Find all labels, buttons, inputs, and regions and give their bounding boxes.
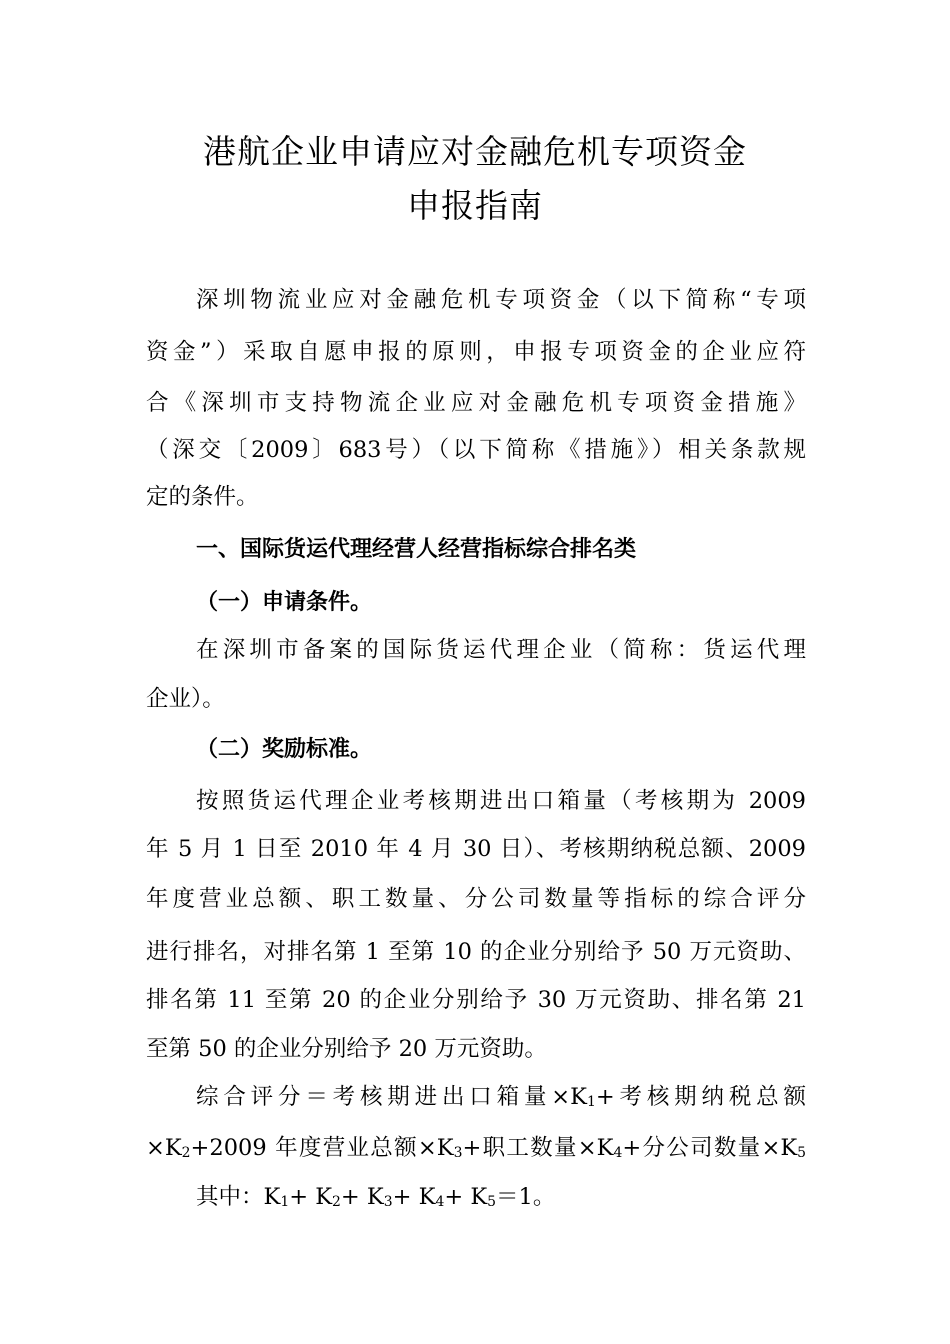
formula-subscript: 3 <box>453 1145 463 1162</box>
document-title-line-1: 港航企业申请应对金融危机专项资金 <box>203 132 747 171</box>
subsection-1-heading: （一）申请条件。 <box>196 590 373 615</box>
formula-subscript: 1 <box>586 1094 596 1111</box>
formula-subscript: 2 <box>181 1145 191 1162</box>
intro-line-5: 定的条件。 <box>146 484 259 510</box>
formula-k: K <box>315 1184 333 1210</box>
formula-text: 综合评分＝考核期进出口箱量×K <box>196 1084 587 1110</box>
formula-subscript: 3 <box>383 1194 393 1211</box>
formula-k: K <box>418 1184 436 1210</box>
formula-line-2 <box>146 1133 806 1168</box>
subsection-2-line-3: 年度营业总额、职工数量、分公司数量等指标的综合评分 <box>146 886 806 912</box>
formula-subscript: 4 <box>613 1145 623 1162</box>
subsection-2-line-2: 年 5 月 1 日至 2010 年 4 月 30 日）、考核期纳税总额、2009 <box>146 836 806 862</box>
formula-subscript: 4 <box>435 1194 445 1211</box>
formula-plus: + <box>340 1184 360 1210</box>
subsection-1-line-2: 企业）。 <box>146 686 225 712</box>
intro-line-1: 深圳物流业应对金融危机专项资金（以下简称“专项 <box>196 287 806 313</box>
formula-text: +考核期纳税总额 <box>595 1084 806 1110</box>
section-1-heading: 一、国际货运代理经营人经营指标综合排名类 <box>196 537 637 562</box>
formula-text: +分公司数量×K <box>622 1135 798 1161</box>
subsection-2-line-4: 进行排名，对排名第 1 至第 10 的企业分别给予 50 万元资助、 <box>146 939 806 965</box>
formula-text: ×K <box>146 1135 182 1161</box>
formula-equals: ＝1。 <box>496 1184 556 1210</box>
formula-text: 其中： <box>196 1184 264 1210</box>
subsection-1-line-1: 在深圳市备案的国际货运代理企业（简称：货运代理 <box>196 637 806 663</box>
intro-line-2: 资金”）采取自愿申报的原则，申报专项资金的企业应符 <box>146 339 806 365</box>
formula-k: K <box>366 1184 384 1210</box>
subsection-2-line-5: 排名第 11 至第 20 的企业分别给予 30 万元资助、排名第 21 <box>146 987 806 1013</box>
formula-plus: + <box>444 1184 464 1210</box>
formula-plus: + <box>392 1184 412 1210</box>
formula-k: K <box>470 1184 488 1210</box>
formula-text: +职工数量×K <box>462 1135 614 1161</box>
subsection-2-heading: （二）奖励标准。 <box>196 737 373 762</box>
formula-k: K <box>263 1184 281 1210</box>
formula-subscript: 1 <box>280 1194 290 1211</box>
formula-text: +2009 年度营业总额×K <box>190 1135 454 1161</box>
formula-subscript: 5 <box>487 1194 497 1211</box>
intro-line-4: （深交〔2009〕683号）（以下简称《措施》）相关条款规 <box>146 437 806 463</box>
formula-subscript: 5 <box>797 1145 807 1162</box>
document-title-line-2: 申报指南 <box>407 186 543 225</box>
formula-line-1 <box>196 1082 806 1117</box>
subsection-2-line-1: 按照货运代理企业考核期进出口箱量（考核期为 2009 <box>196 788 806 814</box>
formula-plus: + <box>289 1184 309 1210</box>
intro-line-3: 合《深圳市支持物流企业应对金融危机专项资金措施》 <box>146 390 806 416</box>
formula-line-3 <box>196 1182 806 1217</box>
subsection-2-line-6: 至第 50 的企业分别给予 20 万元资助。 <box>146 1036 547 1062</box>
formula-subscript: 2 <box>332 1194 341 1211</box>
